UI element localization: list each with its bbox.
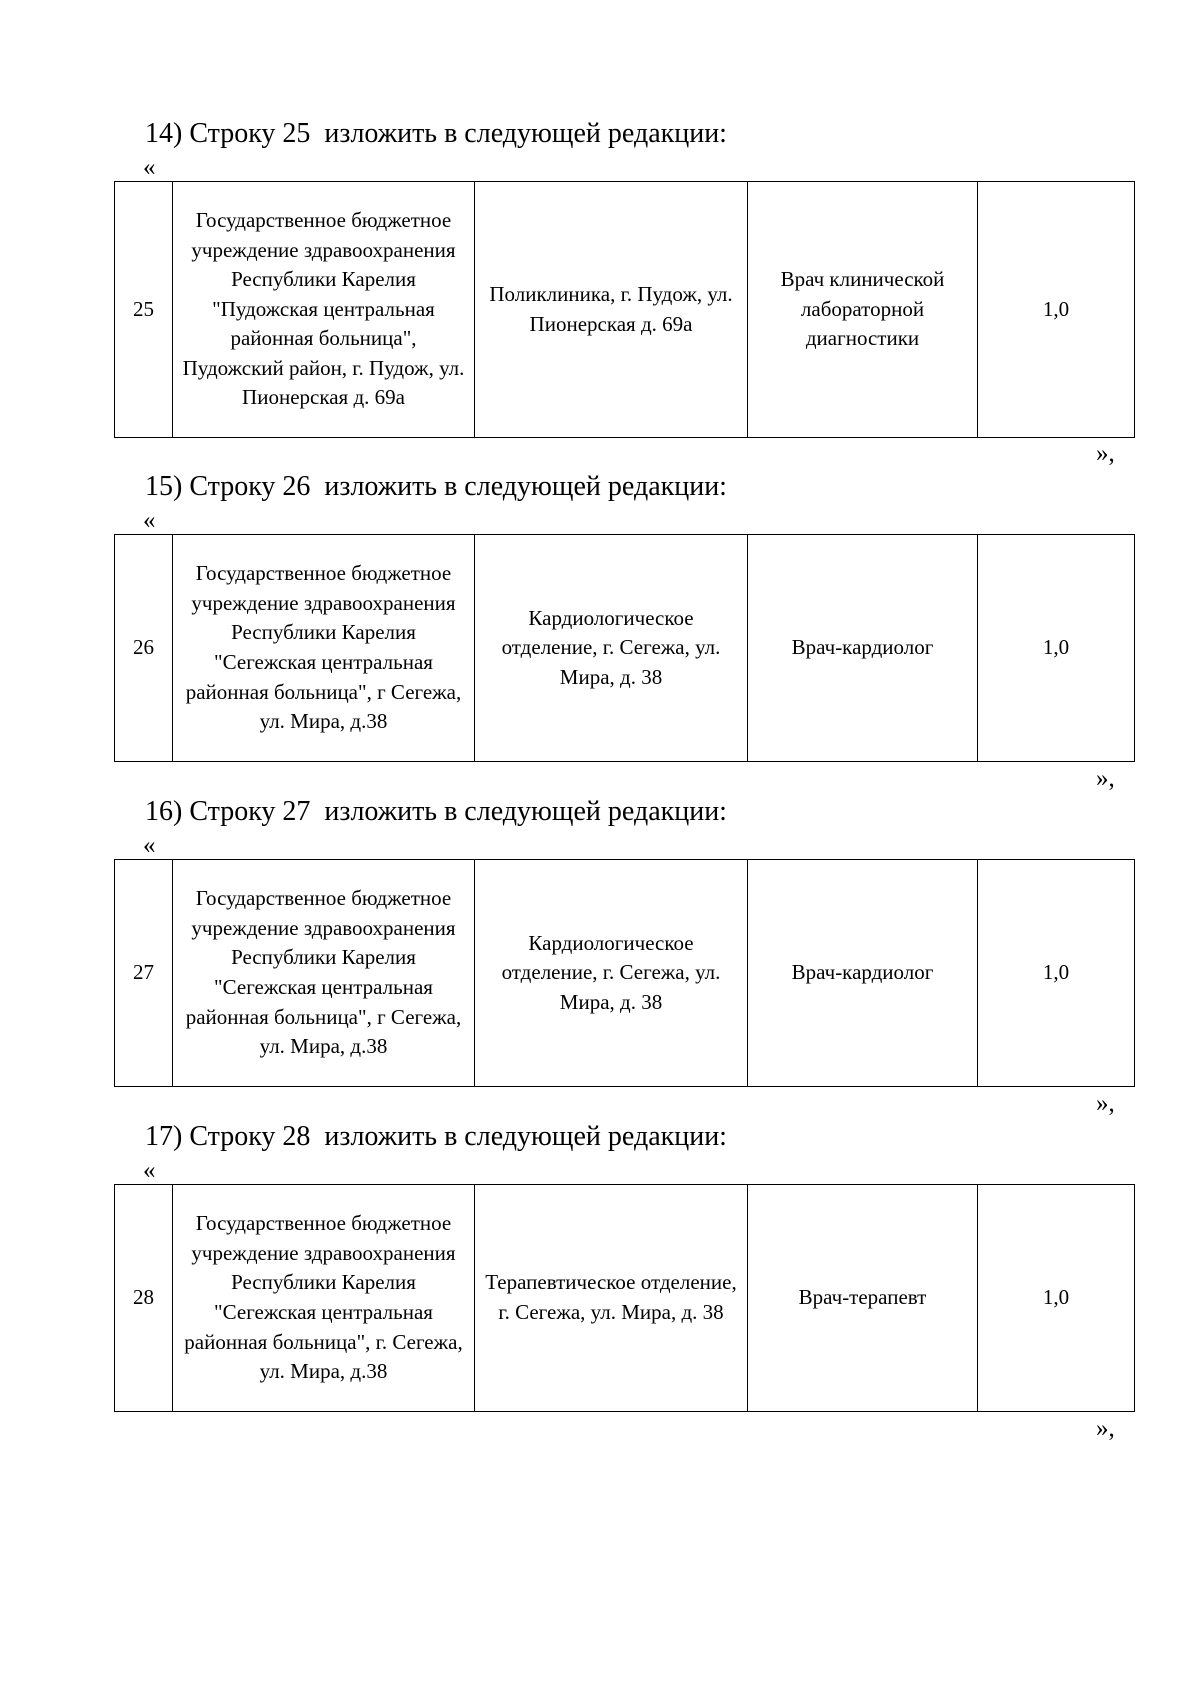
organization-cell: Государственное бюджетное учреждение здравоохранения Республики Карелия "Сегежская центральная районная больница", г. Сегежа, ул. Мира, д.38 <box>173 1185 475 1412</box>
table-row <box>115 535 1135 762</box>
row-number-cell: 25 <box>115 182 173 438</box>
table-row <box>115 182 1135 438</box>
amendment-heading: 16) Строку 27 изложить в следующей редакции: <box>145 796 727 827</box>
organization-cell: Государственное бюджетное учреждение здравоохранения Республики Карелия "Пудожская центральная районная больница", Пудожский район, г. Пудож, ул. Пионерская д. 69а <box>173 182 475 438</box>
amendment-heading: 15) Строку 26 изложить в следующей редакции: <box>145 471 727 502</box>
amendment-table <box>114 1184 1135 1412</box>
organization-cell: Государственное бюджетное учреждение здравоохранения Республики Карелия "Сегежская центральная районная больница", г Сегежа, ул. Мира, д.38 <box>173 860 475 1087</box>
closing-quote: », <box>1096 440 1115 467</box>
table-row <box>115 1185 1135 1412</box>
opening-quote: « <box>143 1157 156 1184</box>
amendment-table <box>114 859 1135 1087</box>
row-number-cell: 28 <box>115 1185 173 1412</box>
rate-cell: 1,0 <box>978 1185 1135 1412</box>
closing-quote: », <box>1096 1415 1115 1442</box>
rate-cell: 1,0 <box>978 182 1135 438</box>
position-cell: Врач-кардиолог <box>748 535 978 762</box>
position-cell: Врач-терапевт <box>748 1185 978 1412</box>
department-cell: Терапевтическое отделение, г. Сегежа, ул. Мира, д. 38 <box>475 1185 748 1412</box>
department-cell: Поликлиника, г. Пудож, ул. Пионерская д. 69а <box>475 182 748 438</box>
row-number-cell: 27 <box>115 860 173 1087</box>
row-number-cell: 26 <box>115 535 173 762</box>
amendment-table <box>114 181 1135 438</box>
rate-cell: 1,0 <box>978 860 1135 1087</box>
rate-cell: 1,0 <box>978 535 1135 762</box>
opening-quote: « <box>143 507 156 534</box>
opening-quote: « <box>143 154 156 181</box>
closing-quote: », <box>1096 1090 1115 1117</box>
department-cell: Кардиологическое отделение, г. Сегежа, ул. Мира, д. 38 <box>475 860 748 1087</box>
amendment-heading: 14) Строку 25 изложить в следующей редакции: <box>145 118 727 149</box>
position-cell: Врач клинической лабораторной диагностики <box>748 182 978 438</box>
opening-quote: « <box>143 832 156 859</box>
amendment-table <box>114 534 1135 762</box>
closing-quote: », <box>1096 765 1115 792</box>
amendment-heading: 17) Строку 28 изложить в следующей редакции: <box>145 1121 727 1152</box>
position-cell: Врач-кардиолог <box>748 860 978 1087</box>
department-cell: Кардиологическое отделение, г. Сегежа, ул. Мира, д. 38 <box>475 535 748 762</box>
table-row <box>115 860 1135 1087</box>
organization-cell: Государственное бюджетное учреждение здравоохранения Республики Карелия "Сегежская центральная районная больница", г Сегежа, ул. Мира, д.38 <box>173 535 475 762</box>
